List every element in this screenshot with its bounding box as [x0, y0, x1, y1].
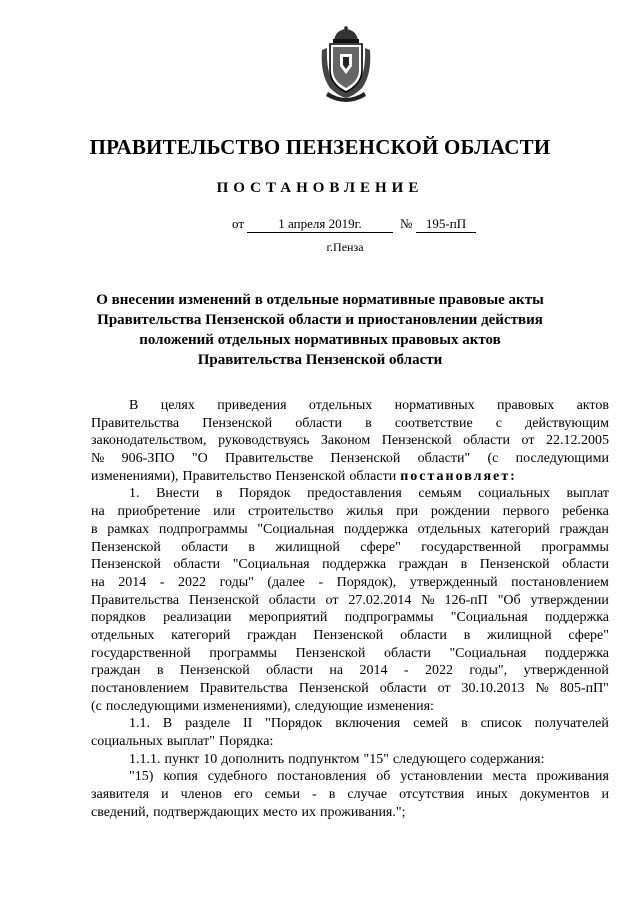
body-line: порядков реализации мероприятий подпрограммы "Социальная поддержка [91, 610, 609, 626]
date-prefix: от [232, 216, 245, 231]
body-line: Правительства Пензенской области от 27.02.2014 № 126-пП "Об утверждении [91, 592, 609, 608]
document-type: ПОСТАНОВЛЕНИЕ [216, 180, 424, 196]
body-line: изменениями), Правительство Пензенской области постановляет: [91, 468, 517, 484]
body-line: законодательством, руководствуясь Законом Пензенской области от 22.12.2005 [91, 433, 609, 449]
body-line: граждан в Пензенской области на 2014 - 2022 годы", утвержденной [91, 663, 609, 679]
document-date: 1 апреля 2019г. [247, 216, 393, 233]
body-line: отдельных категорий граждан Пензенской области в жилищной сфере" [91, 627, 609, 643]
body-line: № 906-ЗПО "О Правительстве Пензенской области" (с последующими [91, 451, 609, 467]
body-line: 1.1.1. пункт 10 дополнить подпунктом "15" следующего содержания: [129, 751, 545, 767]
body-line: социальных выплат" Порядка: [91, 734, 274, 750]
body-line: государственной программы Пензенской области "Социальная поддержка [91, 645, 609, 661]
body-line: "15) копия судебного постановления об установлении места проживания [129, 769, 609, 785]
body-line: постановлением Правительства Пензенской области от 30.10.2013 № 805-пП" [91, 681, 609, 696]
document-body [91, 397, 609, 822]
body-line: на 2014 - 2022 годы" (далее - Порядок), утвержденный постановлением [91, 574, 609, 590]
city: г.Пенза [326, 240, 364, 254]
coat-of-arms-icon [318, 26, 374, 104]
body-line: заявителя и членов его семьи - в случае отсутствия иных документов и [91, 787, 609, 803]
subject-line: Правительства Пензенской области [197, 352, 443, 368]
number-prefix: № [400, 216, 413, 231]
subject-line: О внесении изменений в отдельные нормативные правовые акты [96, 292, 544, 308]
date-number-row [0, 216, 640, 236]
body-line: 1. Внести в Порядок предоставления семьям социальных выплат [129, 486, 609, 502]
body-line: в рамках подпрограммы "Социальная поддержка отдельных категорий граждан [91, 521, 609, 537]
body-line: сведений, подтверждающих место их проживания."; [91, 804, 406, 820]
body-line: 1.1. В разделе II "Порядок включения семей в список получателей [129, 716, 609, 732]
body-line: В целях приведения отдельных нормативных правовых актов [129, 398, 609, 413]
government-title: ПРАВИТЕЛЬСТВО ПЕНЗЕНСКОЙ ОБЛАСТИ [89, 135, 551, 159]
document-subject [0, 290, 640, 370]
body-line: Пензенской области в жилищной сфере" государственной программы [91, 539, 609, 555]
resolves-keyword: постановляет: [400, 468, 517, 484]
body-line: на приобретение или строительство жилья при рождении первого ребенка [91, 504, 609, 520]
body-line: (с последующими изменениями), следующие изменения: [91, 698, 434, 714]
document-number: 195-пП [416, 216, 476, 233]
subject-line: положений отдельных нормативных правовых актов [139, 332, 501, 348]
body-line: Правительства Пензенской области в соответствие с действующим [91, 415, 609, 431]
subject-line: Правительства Пензенской области и приостановлении действия [97, 312, 543, 328]
body-line: Пензенской области "Социальная поддержка граждан в Пензенской области [91, 557, 609, 573]
